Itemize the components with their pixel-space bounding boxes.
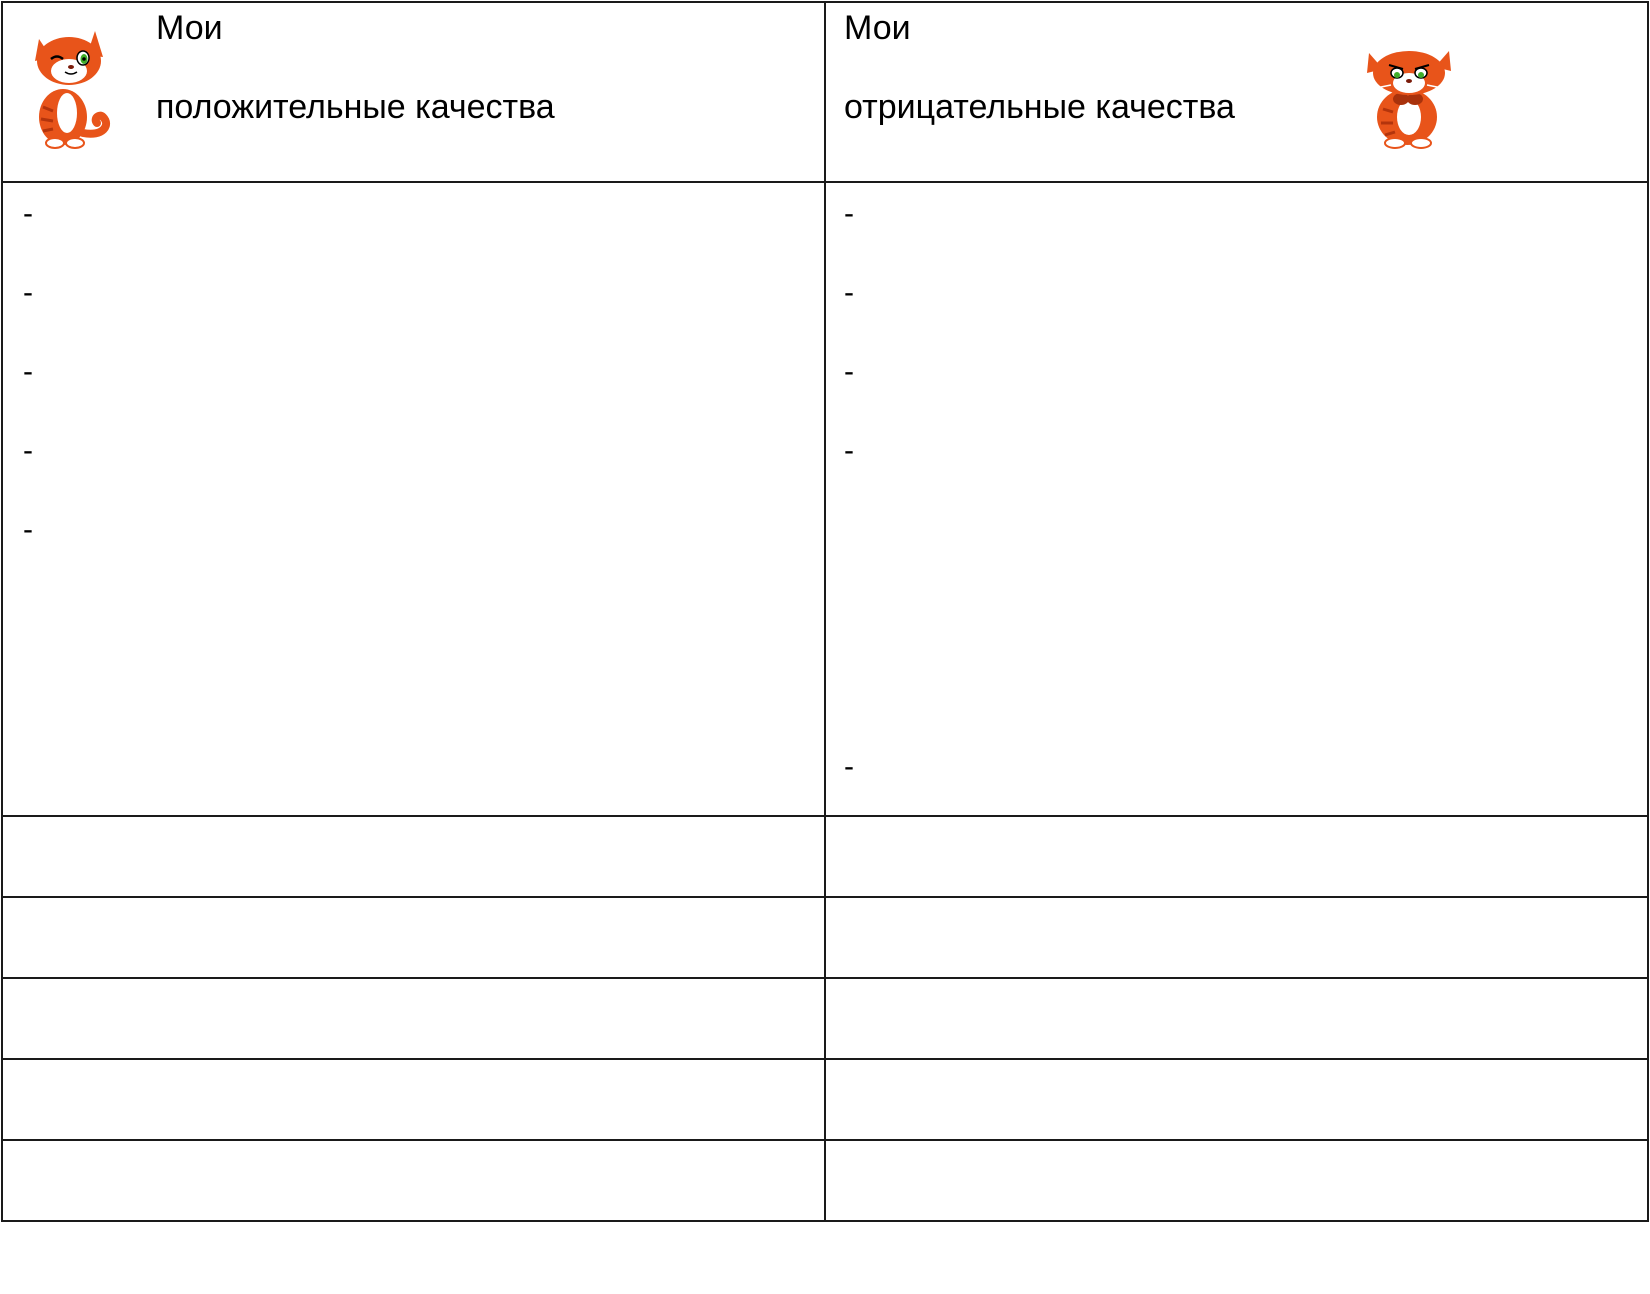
positive-list-cell — [2, 182, 825, 816]
negative-item-3[interactable]: - — [844, 355, 854, 388]
blank-cell-right[interactable] — [825, 897, 1648, 978]
blank-cell-left[interactable] — [2, 816, 825, 897]
positive-item-2[interactable]: - — [23, 276, 33, 309]
negative-item-5[interactable]: - — [844, 750, 854, 783]
blank-cell-right[interactable] — [825, 1059, 1648, 1140]
blank-row — [2, 1140, 1648, 1221]
qualities-table — [1, 1, 1649, 1222]
blank-cell-right[interactable] — [825, 816, 1648, 897]
negative-header-line1: Мои — [844, 9, 911, 47]
blank-row — [2, 1059, 1648, 1140]
positive-item-4[interactable]: - — [23, 434, 33, 467]
negative-item-4[interactable]: - — [844, 434, 854, 467]
blank-cell-left[interactable] — [2, 1059, 825, 1140]
blank-cell-right[interactable] — [825, 1140, 1648, 1221]
blank-row — [2, 978, 1648, 1059]
header-row — [2, 2, 1648, 182]
negative-item-2[interactable]: - — [844, 276, 854, 309]
negative-list-cell — [825, 182, 1648, 816]
positive-header-cell — [2, 2, 825, 182]
blank-cell-right[interactable] — [825, 978, 1648, 1059]
positive-item-5[interactable]: - — [23, 513, 33, 546]
blank-cell-left[interactable] — [2, 978, 825, 1059]
positive-item-3[interactable]: - — [23, 355, 33, 388]
sad-cat-icon — [1361, 39, 1456, 149]
blank-row — [2, 897, 1648, 978]
negative-header-cell — [825, 2, 1648, 182]
positive-header-line1: Мои — [156, 9, 223, 47]
blank-row — [2, 816, 1648, 897]
winking-cat-icon — [23, 25, 113, 150]
negative-item-1[interactable]: - — [844, 197, 854, 230]
list-row — [2, 182, 1648, 816]
blank-cell-left[interactable] — [2, 897, 825, 978]
negative-header-title: отрицательные качества — [844, 88, 1235, 126]
blank-cell-left[interactable] — [2, 1140, 825, 1221]
positive-item-1[interactable]: - — [23, 197, 33, 230]
positive-header-title: положительные качества — [156, 88, 555, 126]
